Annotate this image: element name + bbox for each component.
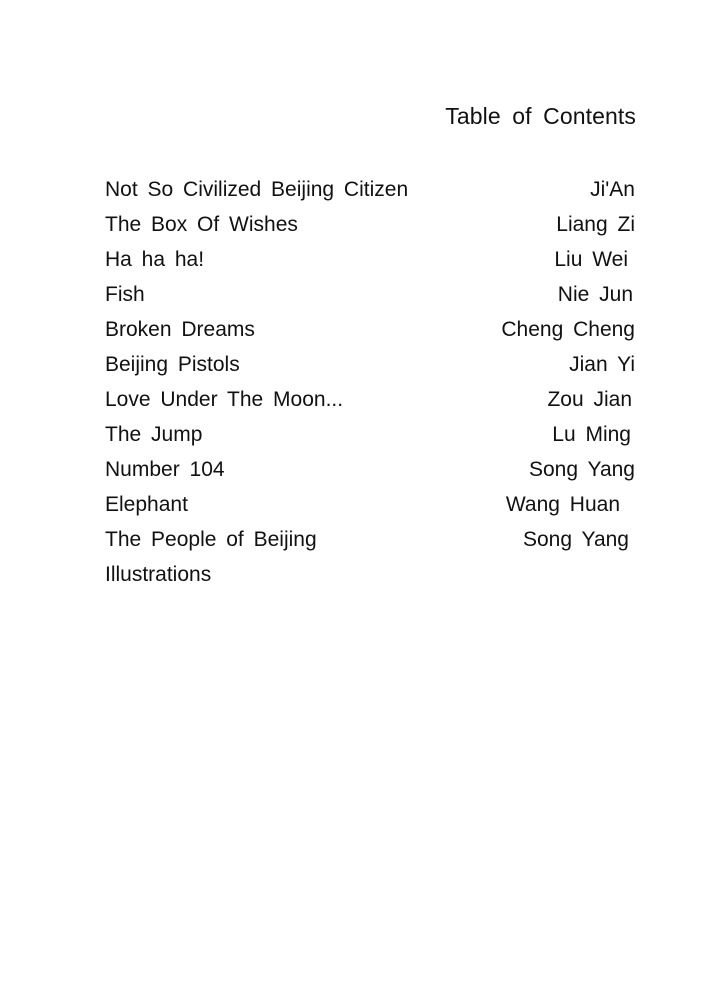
entry-title: Love Under The Moon... [105,388,344,411]
toc-entry [105,561,635,596]
entry-title: Ha ha ha! [105,248,205,271]
toc-entry [105,316,635,351]
toc-entry [105,211,635,246]
toc-entry [105,526,635,561]
toc-list [105,176,635,596]
entry-author: Liang Zi [556,213,635,236]
entry-author: Jian Yi [569,353,635,376]
entry-title: Not So Civilized Beijing Citizen [105,178,409,201]
entry-title: Broken Dreams [105,318,255,341]
entry-title: Beijing Pistols [105,353,240,376]
entry-author: Zou Jian [547,388,632,411]
toc-title: Table of Contents [445,103,636,129]
toc-entry [105,281,635,316]
toc-entry [105,176,635,211]
entry-author: Cheng Cheng [501,318,635,341]
toc-entry [105,351,635,386]
entry-title: Number 104 [105,458,225,481]
entry-title: The People of Beijing [105,528,317,551]
entry-author: Nie Jun [557,283,633,306]
entry-title: Illustrations [105,563,212,586]
entry-author: Liu Wei [554,248,628,271]
entry-title: Elephant [105,493,188,516]
toc-entry [105,421,635,456]
toc-entry [105,386,635,421]
toc-entry [105,456,635,491]
entry-title: Fish [105,283,145,306]
entry-author: Wang Huan [505,493,620,516]
entry-author: Ji'An [590,178,635,201]
toc-entry [105,491,635,526]
entry-author: Song Yang [523,528,629,551]
toc-entry [105,246,635,281]
entry-author: Song Yang [529,458,635,481]
entry-title: The Jump [105,423,203,446]
entry-title: The Box Of Wishes [105,213,298,236]
entry-author: Lu Ming [552,423,631,446]
